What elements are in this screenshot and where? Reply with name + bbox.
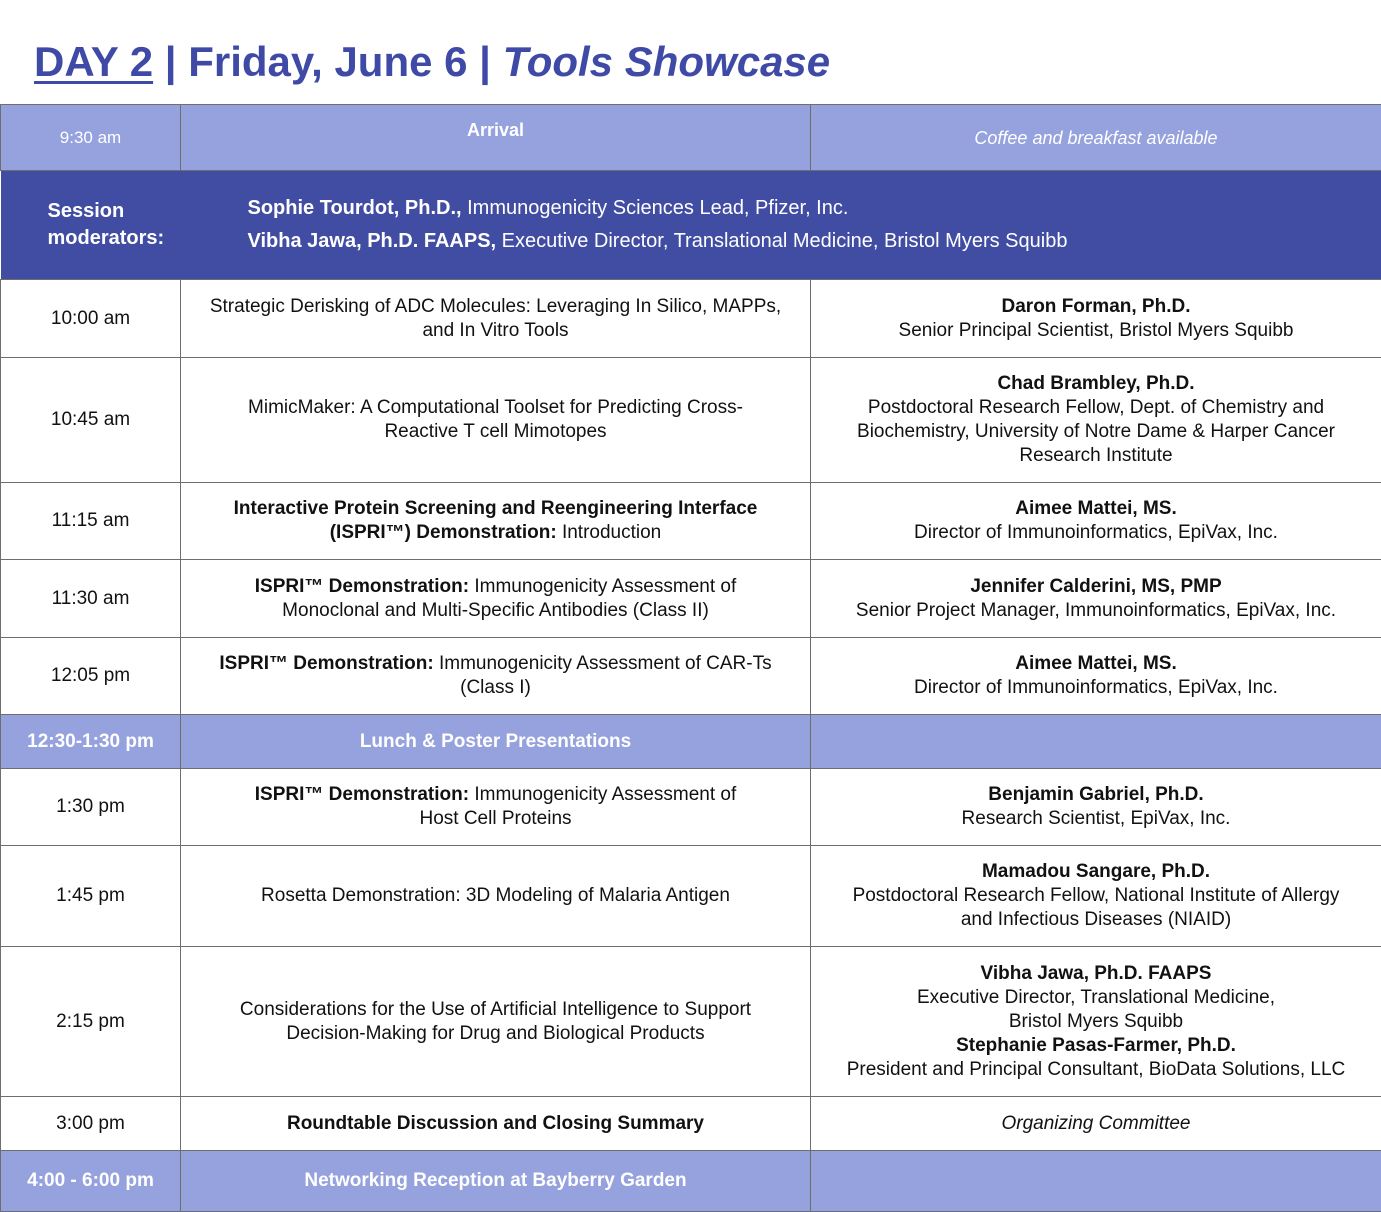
title-bold: Roundtable Discussion and Closing Summary — [287, 1113, 704, 1134]
speaker-affiliation: Research Scientist, EpiVax, Inc. — [962, 808, 1231, 829]
speaker-affiliation: Director of Immunoinformatics, EpiVax, Inc. — [914, 522, 1278, 543]
speaker-affiliation: Director of Immunoinformatics, EpiVax, Inc. — [914, 677, 1278, 698]
session-time: 9:30 am — [1, 105, 181, 171]
title-line: Reactive T cell Mimotopes — [384, 421, 606, 442]
moderators-label-line: moderators: — [48, 227, 165, 249]
session-row — [1, 358, 1381, 483]
session-title — [181, 947, 811, 1097]
session-title — [181, 560, 811, 638]
session-time: 10:45 am — [1, 358, 181, 483]
title-line: Monoclonal and Multi-Specific Antibodies (Class II) — [282, 600, 709, 621]
title-separator: | — [468, 38, 503, 85]
moderator-role: Executive Director, Translational Medicine, Bristol Myers Squibb — [496, 230, 1067, 252]
lunch-row — [1, 715, 1381, 769]
title-line: Considerations for the Use of Artificial Intelligence to Support — [240, 999, 751, 1020]
speaker-name: Vibha Jawa, Ph.D. FAAPS — [981, 963, 1212, 984]
session-speaker — [811, 280, 1381, 358]
session-time: 1:45 pm — [1, 846, 181, 947]
moderators-label-line: Session — [48, 200, 125, 222]
session-title — [181, 483, 811, 560]
session-time: 11:15 am — [1, 483, 181, 560]
session-row — [1, 560, 1381, 638]
speaker-affiliation: Executive Director, Translational Medicine, — [917, 987, 1275, 1008]
session-row — [1, 947, 1381, 1097]
speaker-affiliation: and Infectious Diseases (NIAID) — [961, 909, 1231, 930]
session-title: Arrival — [181, 105, 811, 171]
session-title: Lunch & Poster Presentations — [181, 715, 811, 769]
title-bold: ISPRI™ Demonstration: — [219, 653, 433, 674]
moderator-item — [248, 192, 1068, 225]
session-time: 11:30 am — [1, 560, 181, 638]
session-time: 12:30-1:30 pm — [1, 715, 181, 769]
title-line: MimicMaker: A Computational Toolset for Predicting Cross- — [248, 397, 743, 418]
session-note — [811, 715, 1381, 769]
session-note — [811, 1151, 1381, 1212]
session-title — [181, 846, 811, 947]
moderator-name: Sophie Tourdot, Ph.D., — [248, 197, 462, 219]
session-speaker — [811, 483, 1381, 560]
moderator-name: Vibha Jawa, Ph.D. FAAPS, — [248, 230, 497, 252]
session-speaker — [811, 947, 1381, 1097]
title-line: Immunogenicity Assessment of CAR-Ts — [434, 653, 772, 674]
speaker-affiliation: Biochemistry, University of Notre Dame & Harper Cancer — [857, 421, 1335, 442]
session-title: Networking Reception at Bayberry Garden — [181, 1151, 811, 1212]
speaker-name: Stephanie Pasas-Farmer, Ph.D. — [956, 1035, 1236, 1056]
title-bold: Interactive Protein Screening and Reengineering Interface — [234, 498, 758, 519]
session-row — [1, 846, 1381, 947]
session-note: Organizing Committee — [811, 1097, 1381, 1151]
moderator-role: Immunogenicity Sciences Lead, Pfizer, Inc. — [462, 197, 849, 219]
title-line: Immunogenicity Assessment of — [469, 784, 736, 805]
title-separator: | — [153, 38, 188, 85]
session-row — [1, 638, 1381, 715]
title-line: Decision-Making for Drug and Biological Products — [286, 1023, 704, 1044]
day-label: DAY 2 — [34, 38, 153, 85]
session-title — [181, 638, 811, 715]
page-title — [34, 34, 830, 90]
speaker-name: Chad Brambley, Ph.D. — [997, 373, 1194, 394]
title-line: Immunogenicity Assessment of — [469, 576, 736, 597]
session-time: 3:00 pm — [1, 1097, 181, 1151]
session-speaker — [811, 846, 1381, 947]
session-speaker — [811, 769, 1381, 846]
title-line: Strategic Derisking of ADC Molecules: Leveraging In Silico, MAPPs, — [210, 296, 781, 317]
speaker-name: Aimee Mattei, MS. — [1015, 653, 1177, 674]
schedule-table — [0, 104, 1381, 1212]
session-time: 12:05 pm — [1, 638, 181, 715]
session-title — [181, 1097, 811, 1151]
speaker-name: Daron Forman, Ph.D. — [1002, 296, 1191, 317]
session-row — [1, 769, 1381, 846]
title-line: Host Cell Proteins — [419, 808, 571, 829]
speaker-affiliation: Bristol Myers Squibb — [1009, 1011, 1183, 1032]
title-bold: (ISPRI™) Demonstration: — [330, 522, 557, 543]
title-line: Rosetta Demonstration: 3D Modeling of Malaria Antigen — [261, 885, 730, 906]
session-title — [181, 280, 811, 358]
session-time: 4:00 - 6:00 pm — [1, 1151, 181, 1212]
speaker-affiliation: Research Institute — [1019, 445, 1172, 466]
title-line: (Class I) — [460, 677, 531, 698]
speaker-affiliation: President and Principal Consultant, BioData Solutions, LLC — [847, 1059, 1346, 1080]
speaker-name: Mamadou Sangare, Ph.D. — [982, 861, 1210, 882]
session-title — [181, 358, 811, 483]
title-line: and In Vitro Tools — [422, 320, 568, 341]
session-speaker — [811, 638, 1381, 715]
speaker-affiliation: Postdoctoral Research Fellow, National Institute of Allergy — [853, 885, 1340, 906]
speaker-affiliation: Senior Principal Scientist, Bristol Myers Squibb — [899, 320, 1294, 341]
speaker-affiliation: Senior Project Manager, Immunoinformatics, EpiVax, Inc. — [856, 600, 1336, 621]
session-title — [181, 769, 811, 846]
session-time: 1:30 pm — [1, 769, 181, 846]
title-bold: ISPRI™ Demonstration: — [255, 784, 469, 805]
session-row — [1, 1097, 1381, 1151]
session-row — [1, 483, 1381, 560]
session-row — [1, 280, 1381, 358]
speaker-name: Aimee Mattei, MS. — [1015, 498, 1177, 519]
title-line: Introduction — [557, 522, 662, 543]
session-time: 10:00 am — [1, 280, 181, 358]
session-note: Coffee and breakfast available — [811, 105, 1381, 171]
session-speaker — [811, 560, 1381, 638]
speaker-name: Benjamin Gabriel, Ph.D. — [988, 784, 1203, 805]
session-time: 2:15 pm — [1, 947, 181, 1097]
moderators-row — [1, 171, 1381, 280]
moderator-item — [248, 225, 1068, 258]
moderators-list — [248, 192, 1068, 258]
speaker-name: Jennifer Calderini, MS, PMP — [970, 576, 1221, 597]
moderators-label — [48, 198, 248, 252]
speaker-affiliation: Postdoctoral Research Fellow, Dept. of Chemistry and — [868, 397, 1324, 418]
networking-row — [1, 1151, 1381, 1212]
arrival-row — [1, 105, 1381, 171]
moderators-cell — [1, 171, 1381, 280]
title-bold: ISPRI™ Demonstration: — [255, 576, 469, 597]
date-label: Friday, June 6 — [188, 38, 467, 85]
session-speaker — [811, 358, 1381, 483]
theme-label: Tools Showcase — [503, 38, 831, 85]
